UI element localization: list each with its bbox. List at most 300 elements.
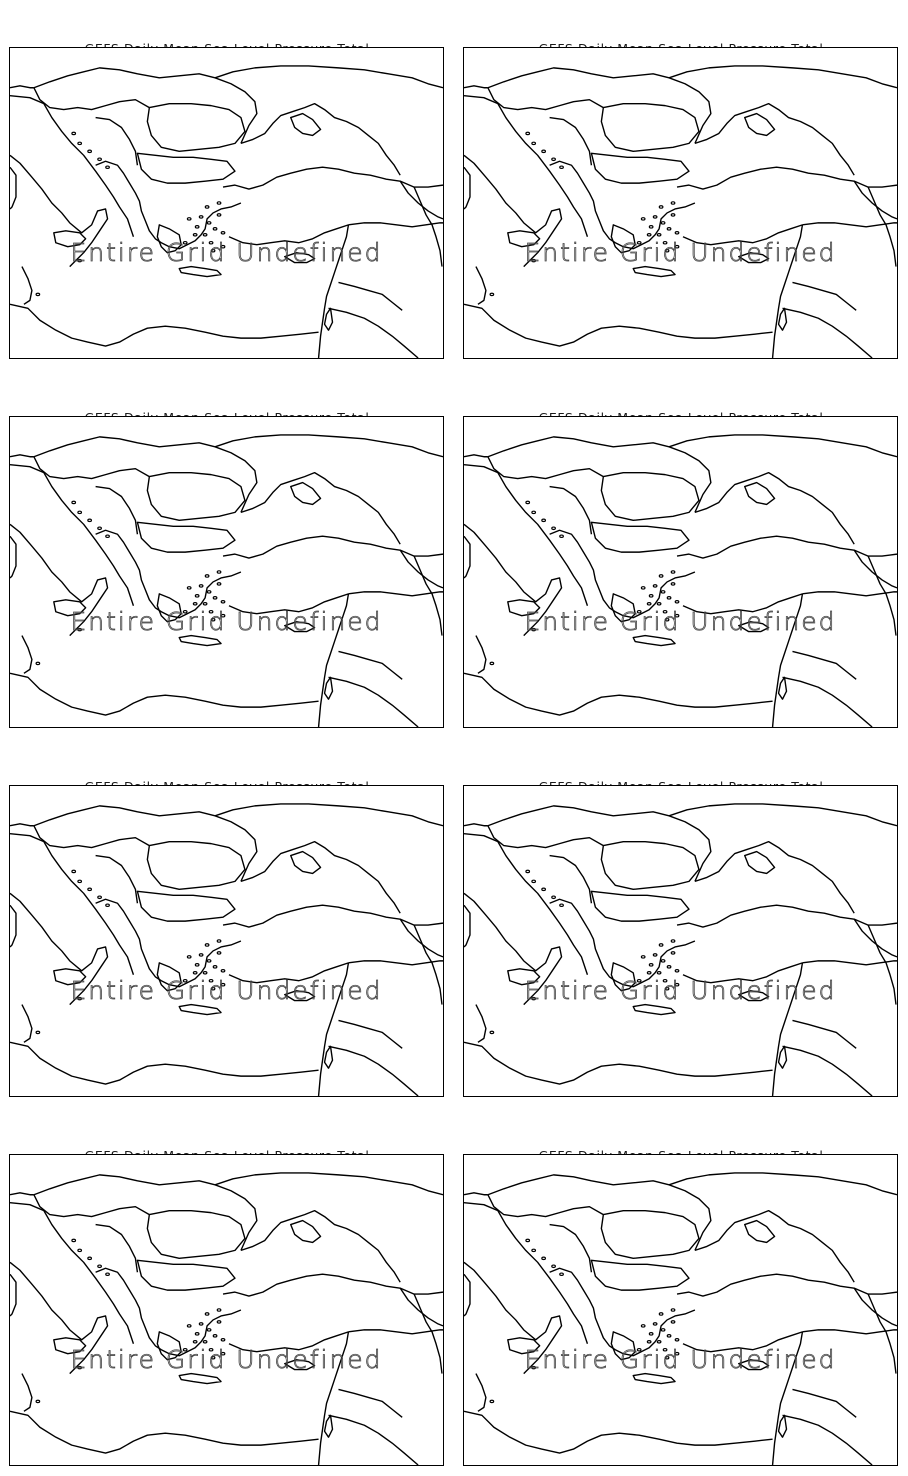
island-19 [98, 158, 102, 160]
island-13 [637, 1349, 641, 1351]
island-1 [653, 1323, 657, 1325]
coastline-italy-east [10, 96, 133, 237]
map-panel-1 [0, 0, 454, 369]
island-18 [542, 519, 546, 521]
peloponnese [611, 1332, 635, 1360]
border-syria-iraq [802, 592, 897, 596]
border-turkey-east [868, 1294, 896, 1373]
island-13 [183, 242, 187, 244]
island-14 [217, 940, 221, 942]
island-11 [211, 619, 215, 621]
crimea-peninsula [291, 1221, 321, 1243]
coastline-tunisia [476, 1374, 486, 1412]
coastline-turkey-north [677, 167, 897, 189]
dead-sea [779, 1415, 787, 1437]
island-1 [199, 585, 203, 587]
dead-sea [325, 1415, 333, 1437]
island-9 [187, 956, 191, 958]
coastline-turkey-north [677, 536, 897, 558]
border-austria-hungary [34, 826, 149, 848]
island-16 [526, 870, 530, 872]
coastline-turkey-south [683, 1332, 802, 1352]
coastline-italy-west [464, 1262, 562, 1373]
island-10 [647, 972, 651, 974]
island-17 [532, 142, 536, 144]
island-3 [213, 966, 217, 968]
border-jordan-saudi [783, 308, 873, 358]
coastline-tunisia [22, 1374, 32, 1412]
coastline-map [10, 786, 443, 1096]
border-serbia-bulgaria [591, 153, 689, 183]
island-9 [641, 218, 645, 220]
island-19 [98, 1265, 102, 1267]
cyprus-island [739, 1360, 769, 1370]
border-italy-north [464, 1193, 488, 1195]
coastline-turkey-north [677, 905, 897, 927]
undefined-grid-message: Entire Grid Undefined [524, 238, 837, 267]
island-21 [78, 259, 82, 261]
border-romania [601, 473, 699, 521]
island-12 [221, 615, 225, 617]
coastline-turkey-south [683, 225, 802, 245]
border-serbia-bulgaria [137, 153, 235, 183]
border-austria-hungary [488, 1195, 603, 1217]
island-18 [88, 519, 92, 521]
island-10 [193, 603, 197, 605]
cyprus-island [739, 622, 769, 632]
border-serbia-bulgaria [591, 891, 689, 921]
island-19 [552, 1265, 556, 1267]
island-22 [36, 662, 40, 664]
island-2 [661, 1329, 665, 1331]
island-1 [653, 954, 657, 956]
border-turkey-east [868, 556, 896, 635]
island-5 [209, 1349, 213, 1351]
border-italy-north [10, 86, 34, 88]
coastline-north-africa [10, 304, 319, 346]
island-12 [221, 984, 225, 986]
island-2 [661, 960, 665, 962]
peloponnese [157, 594, 181, 622]
map-panel-2 [454, 0, 908, 369]
peloponnese [157, 1332, 181, 1360]
border-east-europe [215, 66, 443, 88]
island-20 [560, 166, 564, 168]
border-jordan-saudi [783, 1415, 873, 1465]
coastline-turkey-north [223, 536, 443, 558]
island-12 [221, 1353, 225, 1355]
crimea-peninsula [291, 852, 321, 874]
border-jordan-saudi [783, 677, 873, 727]
island-19 [98, 896, 102, 898]
border-syria-iraq [348, 592, 443, 596]
island-12 [675, 615, 679, 617]
coastline-italy-west [10, 524, 108, 635]
border-syria-iraq [802, 1330, 897, 1334]
coastline-black-sea-north [241, 473, 400, 545]
island-5 [663, 611, 667, 613]
island-16 [72, 132, 76, 134]
island-8 [221, 1339, 225, 1341]
sardinia-coast [464, 167, 470, 209]
island-14 [217, 571, 221, 573]
island-3 [667, 966, 671, 968]
coastline-turkey-north [223, 167, 443, 189]
island-15 [205, 575, 209, 577]
border-jordan-saudi [329, 308, 419, 358]
map-frame [9, 47, 444, 359]
coastline-italy-east [10, 465, 133, 606]
island-4 [203, 603, 207, 605]
coastline-levant [773, 1332, 803, 1465]
undefined-grid-message: Entire Grid Undefined [524, 607, 837, 636]
island-18 [542, 150, 546, 152]
border-romania [147, 842, 245, 890]
sardinia-coast [464, 1274, 470, 1316]
dead-sea [779, 1046, 787, 1068]
island-10 [647, 1341, 651, 1343]
border-austria-hungary [34, 88, 149, 110]
border-turkey-east [414, 1294, 442, 1373]
dead-sea [325, 308, 333, 330]
coastline-levant [319, 594, 349, 727]
island-12 [675, 1353, 679, 1355]
border-east-europe [669, 1173, 897, 1195]
island-14 [217, 1309, 221, 1311]
island-21 [532, 1366, 536, 1368]
dead-sea [779, 677, 787, 699]
border-italy-north [10, 455, 34, 457]
island-3 [213, 228, 217, 230]
border-syria-iraq [348, 961, 443, 965]
coastline-turkey-north [223, 1274, 443, 1296]
border-serbia-bulgaria [591, 522, 689, 552]
peloponnese [611, 963, 635, 991]
cyprus-island [285, 991, 315, 1001]
coastline-black-sea-north [241, 842, 400, 914]
border-balkan-west [550, 1225, 592, 1273]
coastline-black-sea-north [695, 473, 854, 545]
island-17 [532, 1249, 536, 1251]
island-4 [657, 234, 661, 236]
island-3 [667, 1335, 671, 1337]
island-3 [667, 228, 671, 230]
coastline-turkey-south [683, 963, 802, 983]
island-19 [552, 527, 556, 529]
island-20 [106, 535, 110, 537]
coastline-tunisia [476, 267, 486, 305]
border-east-europe [215, 1173, 443, 1195]
coastline-black-sea-north [241, 1211, 400, 1283]
coastline-tunisia [22, 636, 32, 674]
coastline-italy-east [464, 465, 587, 606]
island-17 [532, 511, 536, 513]
island-11 [665, 988, 669, 990]
island-1 [653, 585, 657, 587]
coastline-levant [319, 963, 349, 1096]
island-10 [193, 234, 197, 236]
island-13 [637, 980, 641, 982]
island-19 [98, 527, 102, 529]
border-syria-jordan [792, 1389, 856, 1417]
sardinia-coast [464, 905, 470, 947]
coastline-turkey-south [229, 1332, 348, 1352]
island-20 [560, 535, 564, 537]
island-2 [207, 222, 211, 224]
island-20 [560, 1273, 564, 1275]
island-8 [675, 1339, 679, 1341]
island-8 [675, 232, 679, 234]
border-austria-hungary [488, 826, 603, 848]
island-5 [663, 980, 667, 982]
border-austria-hungary [34, 1195, 149, 1217]
border-jordan-saudi [329, 1415, 419, 1465]
border-jordan-saudi [329, 677, 419, 727]
crete-island [633, 1005, 675, 1015]
island-4 [203, 1341, 207, 1343]
border-turkey-east [414, 556, 442, 635]
island-9 [187, 218, 191, 220]
crete-island [633, 267, 675, 277]
map-frame [463, 47, 898, 359]
coastline-map [10, 1155, 443, 1465]
map-frame [9, 785, 444, 1097]
island-21 [532, 628, 536, 630]
map-panel-8 [454, 1107, 908, 1476]
sicily-island [54, 231, 86, 247]
undefined-grid-message: Entire Grid Undefined [70, 607, 383, 636]
sardinia-coast [10, 905, 16, 947]
island-1 [199, 954, 203, 956]
island-21 [532, 997, 536, 999]
island-6 [195, 226, 199, 228]
border-italy-north [10, 824, 34, 826]
island-1 [653, 216, 657, 218]
coastline-levant [773, 225, 803, 358]
island-14 [671, 1309, 675, 1311]
island-9 [187, 587, 191, 589]
island-13 [183, 980, 187, 982]
island-17 [78, 1249, 82, 1251]
island-10 [647, 234, 651, 236]
coastline-map [464, 786, 897, 1096]
coastline-italy-east [464, 96, 587, 237]
island-17 [78, 880, 82, 882]
border-serbia-bulgaria [137, 1260, 235, 1290]
coastline-map [464, 417, 897, 727]
border-italy-north [464, 86, 488, 88]
border-romania [601, 842, 699, 890]
coastline-tunisia [476, 1005, 486, 1043]
border-syria-iraq [802, 223, 897, 227]
coastline-north-africa [464, 673, 773, 715]
island-15 [659, 944, 663, 946]
coastline-levant [773, 594, 803, 727]
undefined-grid-message: Entire Grid Undefined [524, 1345, 837, 1374]
crete-island [179, 1374, 221, 1384]
island-21 [78, 1366, 82, 1368]
coastline-italy-east [464, 1203, 587, 1344]
border-balkan-west [96, 487, 138, 535]
island-10 [647, 603, 651, 605]
border-east-europe [215, 435, 443, 457]
sicily-island [508, 600, 540, 616]
coastline-map [10, 48, 443, 358]
island-5 [209, 611, 213, 613]
crimea-peninsula [745, 1221, 775, 1243]
border-syria-jordan [338, 651, 402, 679]
island-12 [675, 984, 679, 986]
peloponnese [157, 963, 181, 991]
island-19 [552, 158, 556, 160]
island-15 [659, 206, 663, 208]
island-11 [211, 988, 215, 990]
island-18 [88, 150, 92, 152]
island-14 [671, 940, 675, 942]
island-20 [106, 904, 110, 906]
border-austria-hungary [488, 88, 603, 110]
island-16 [72, 870, 76, 872]
island-22 [36, 293, 40, 295]
island-9 [641, 587, 645, 589]
coastline-italy-west [10, 1262, 108, 1373]
sardinia-coast [10, 536, 16, 578]
island-11 [211, 1357, 215, 1359]
border-syria-iraq [348, 1330, 443, 1334]
sicily-island [508, 969, 540, 985]
coastline-levant [319, 1332, 349, 1465]
coastline-black-sea-north [241, 104, 400, 176]
island-13 [183, 611, 187, 613]
border-turkey-east [868, 925, 896, 1004]
coastline-balkans [550, 899, 695, 986]
island-22 [490, 1031, 494, 1033]
border-jordan-saudi [329, 1046, 419, 1096]
crimea-peninsula [291, 114, 321, 136]
island-14 [217, 202, 221, 204]
border-austria-hungary [488, 457, 603, 479]
border-turkey-east [868, 187, 896, 266]
border-balkan-west [96, 856, 138, 904]
island-11 [665, 619, 669, 621]
coastline-italy-west [464, 893, 562, 1004]
sicily-island [508, 231, 540, 247]
border-syria-jordan [338, 1020, 402, 1048]
island-13 [637, 242, 641, 244]
island-5 [209, 242, 213, 244]
border-serbia-bulgaria [591, 1260, 689, 1290]
coastline-tunisia [22, 267, 32, 305]
sicily-island [54, 600, 86, 616]
border-italy-north [464, 824, 488, 826]
island-17 [532, 880, 536, 882]
peloponnese [611, 594, 635, 622]
cyprus-island [285, 1360, 315, 1370]
island-14 [671, 202, 675, 204]
border-romania [601, 1211, 699, 1259]
coastline-levant [319, 225, 349, 358]
undefined-grid-message: Entire Grid Undefined [70, 238, 383, 267]
island-4 [203, 972, 207, 974]
island-18 [88, 888, 92, 890]
island-21 [532, 259, 536, 261]
crimea-peninsula [745, 483, 775, 505]
coastline-italy-east [10, 834, 133, 975]
island-22 [36, 1031, 40, 1033]
border-east-europe [669, 66, 897, 88]
border-austria-hungary [34, 457, 149, 479]
border-balkan-west [550, 856, 592, 904]
peloponnese [157, 225, 181, 253]
island-2 [207, 960, 211, 962]
coastline-italy-west [10, 155, 108, 266]
island-6 [195, 1333, 199, 1335]
island-22 [490, 293, 494, 295]
island-15 [205, 944, 209, 946]
island-12 [675, 246, 679, 248]
border-balkan-west [96, 118, 138, 166]
cyprus-island [739, 253, 769, 263]
border-italy-north [10, 1193, 34, 1195]
island-4 [203, 234, 207, 236]
island-16 [526, 1239, 530, 1241]
coastline-italy-west [464, 155, 562, 266]
sardinia-coast [464, 536, 470, 578]
island-18 [88, 1257, 92, 1259]
island-21 [78, 997, 82, 999]
island-6 [649, 1333, 653, 1335]
border-east-europe [215, 804, 443, 826]
crimea-peninsula [291, 483, 321, 505]
map-frame [9, 1154, 444, 1466]
cyprus-island [285, 253, 315, 263]
coastline-north-africa [464, 1411, 773, 1453]
border-syria-jordan [792, 651, 856, 679]
coastline-balkans [96, 899, 241, 986]
cyprus-island [739, 991, 769, 1001]
coastline-balkans [96, 530, 241, 617]
crete-island [633, 1374, 675, 1384]
island-4 [657, 1341, 661, 1343]
island-7 [671, 583, 675, 585]
island-16 [526, 132, 530, 134]
border-turkey-east [414, 925, 442, 1004]
island-15 [659, 1313, 663, 1315]
coastline-north-africa [10, 1411, 319, 1453]
coastline-balkans [550, 161, 695, 248]
border-turkey-east [414, 187, 442, 266]
island-15 [205, 206, 209, 208]
border-jordan-saudi [783, 1046, 873, 1096]
island-5 [663, 242, 667, 244]
coastline-turkey-north [223, 905, 443, 927]
island-4 [657, 603, 661, 605]
crete-island [633, 636, 675, 646]
island-6 [649, 595, 653, 597]
island-9 [641, 1325, 645, 1327]
island-4 [657, 972, 661, 974]
island-15 [659, 575, 663, 577]
island-5 [209, 980, 213, 982]
map-frame [463, 785, 898, 1097]
island-2 [661, 591, 665, 593]
map-frame [9, 416, 444, 728]
coastline-italy-east [10, 1203, 133, 1344]
coastline-map [10, 417, 443, 727]
island-16 [72, 1239, 76, 1241]
island-1 [199, 1323, 203, 1325]
undefined-grid-message: Entire Grid Undefined [524, 976, 837, 1005]
